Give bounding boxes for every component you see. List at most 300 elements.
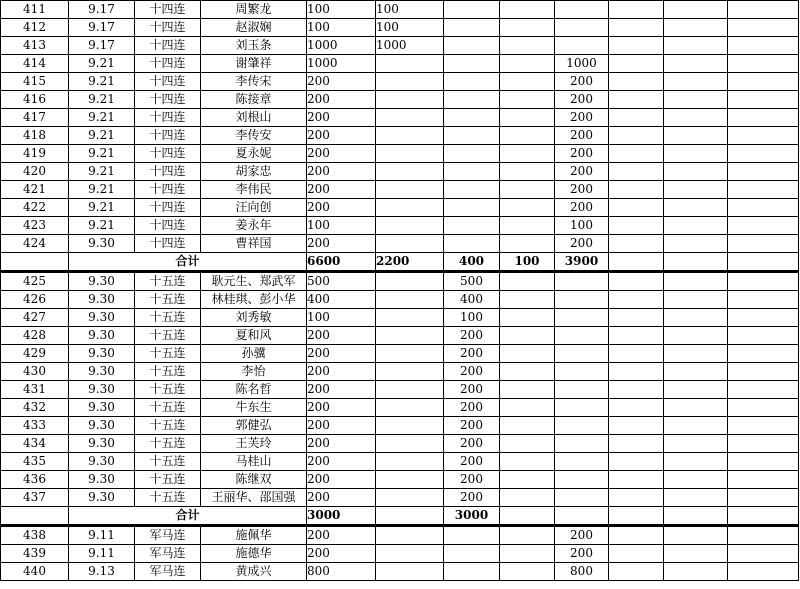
amount-col-5 <box>555 381 609 399</box>
amount-col-2 <box>376 545 444 563</box>
empty-cell <box>728 563 799 581</box>
entry-name: 陈名哲 <box>201 381 307 399</box>
ledger-row <box>1 363 799 381</box>
empty-cell <box>609 199 664 217</box>
amount-col-4 <box>500 399 555 417</box>
empty-cell <box>664 217 728 235</box>
amount-col-5 <box>555 1 609 19</box>
entry-date: 9.21 <box>69 55 135 73</box>
entry-date: 9.21 <box>69 127 135 145</box>
entry-date: 9.11 <box>69 545 135 563</box>
entry-date: 9.30 <box>69 471 135 489</box>
total-row <box>1 253 799 272</box>
amount-col-5: 200 <box>555 235 609 253</box>
empty-cell <box>664 471 728 489</box>
amount-col-3 <box>444 217 500 235</box>
empty-cell <box>728 453 799 471</box>
amount-col-2: 1000 <box>376 37 444 55</box>
amount-col-2 <box>376 73 444 91</box>
amount-col-1: 200 <box>307 109 376 127</box>
amount-col-4 <box>500 73 555 91</box>
amount-col-1: 200 <box>307 145 376 163</box>
amount-col-2: 100 <box>376 1 444 19</box>
amount-col-2 <box>376 145 444 163</box>
amount-col-4 <box>500 435 555 453</box>
entry-number: 433 <box>1 417 69 435</box>
amount-col-2 <box>376 109 444 127</box>
amount-col-3 <box>444 73 500 91</box>
empty-cell <box>609 217 664 235</box>
empty-cell <box>664 399 728 417</box>
empty-cell <box>664 109 728 127</box>
amount-col-1: 200 <box>307 163 376 181</box>
entry-unit: 十四连 <box>135 235 201 253</box>
ledger-row <box>1 73 799 91</box>
amount-col-3: 400 <box>444 291 500 309</box>
entry-name: 刘秀敏 <box>201 309 307 327</box>
amount-col-4 <box>500 309 555 327</box>
entry-name: 郭健弘 <box>201 417 307 435</box>
amount-col-3 <box>444 563 500 581</box>
empty-cell <box>728 181 799 199</box>
empty-cell <box>664 435 728 453</box>
entry-number: 434 <box>1 435 69 453</box>
empty-cell <box>609 73 664 91</box>
amount-col-1: 500 <box>307 272 376 291</box>
amount-col-3 <box>444 55 500 73</box>
empty-cell <box>664 199 728 217</box>
ledger-row <box>1 453 799 471</box>
amount-col-4 <box>500 345 555 363</box>
entry-name: 姜永年 <box>201 217 307 235</box>
empty-cell <box>664 235 728 253</box>
amount-col-5 <box>555 417 609 435</box>
entry-number: 411 <box>1 1 69 19</box>
empty-cell <box>664 507 728 526</box>
amount-col-2: 100 <box>376 19 444 37</box>
empty-cell <box>728 291 799 309</box>
entry-number: 419 <box>1 145 69 163</box>
amount-col-4 <box>500 291 555 309</box>
entry-number: 423 <box>1 217 69 235</box>
entry-unit: 十四连 <box>135 55 201 73</box>
ledger-row <box>1 526 799 545</box>
ledger-row <box>1 381 799 399</box>
amount-col-1: 200 <box>307 545 376 563</box>
amount-col-5 <box>555 272 609 291</box>
empty-cell <box>609 417 664 435</box>
amount-col-3 <box>444 1 500 19</box>
ledger-row <box>1 91 799 109</box>
entry-name: 陈继双 <box>201 471 307 489</box>
entry-number: 436 <box>1 471 69 489</box>
entry-date: 9.30 <box>69 309 135 327</box>
amount-col-4 <box>500 489 555 507</box>
amount-col-4 <box>500 199 555 217</box>
entry-date: 9.17 <box>69 1 135 19</box>
amount-col-5 <box>555 37 609 55</box>
amount-col-3 <box>444 235 500 253</box>
amount-col-2 <box>376 235 444 253</box>
empty-cell <box>609 291 664 309</box>
amount-col-1: 800 <box>307 563 376 581</box>
amount-col-4: 100 <box>500 253 555 272</box>
amount-col-5 <box>555 309 609 327</box>
entry-number: 435 <box>1 453 69 471</box>
amount-col-1: 200 <box>307 199 376 217</box>
entry-number: 440 <box>1 563 69 581</box>
amount-col-5: 200 <box>555 163 609 181</box>
empty-cell <box>609 309 664 327</box>
entry-unit: 十四连 <box>135 37 201 55</box>
empty-cell <box>609 435 664 453</box>
empty-cell <box>728 417 799 435</box>
empty-cell <box>609 181 664 199</box>
amount-col-5 <box>555 507 609 526</box>
amount-col-3: 400 <box>444 253 500 272</box>
total-blank <box>1 253 69 272</box>
entry-name: 李伟民 <box>201 181 307 199</box>
entry-number: 422 <box>1 199 69 217</box>
amount-col-4 <box>500 235 555 253</box>
empty-cell <box>728 399 799 417</box>
empty-cell <box>609 19 664 37</box>
entry-number: 438 <box>1 526 69 545</box>
entry-unit: 十四连 <box>135 127 201 145</box>
empty-cell <box>609 272 664 291</box>
empty-cell <box>609 563 664 581</box>
entry-name: 李传宋 <box>201 73 307 91</box>
amount-col-5: 200 <box>555 181 609 199</box>
entry-unit: 十四连 <box>135 91 201 109</box>
entry-number: 432 <box>1 399 69 417</box>
amount-col-2 <box>376 471 444 489</box>
entry-date: 9.21 <box>69 145 135 163</box>
entry-unit: 十五连 <box>135 471 201 489</box>
entry-unit: 十五连 <box>135 272 201 291</box>
ledger-row <box>1 327 799 345</box>
entry-date: 9.30 <box>69 272 135 291</box>
empty-cell <box>664 253 728 272</box>
entry-number: 439 <box>1 545 69 563</box>
empty-cell <box>728 272 799 291</box>
ledger-row <box>1 145 799 163</box>
entry-unit: 十四连 <box>135 109 201 127</box>
amount-col-4 <box>500 19 555 37</box>
empty-cell <box>664 181 728 199</box>
amount-col-5: 200 <box>555 526 609 545</box>
amount-col-3: 200 <box>444 453 500 471</box>
amount-col-1: 200 <box>307 417 376 435</box>
empty-cell <box>664 73 728 91</box>
total-label: 合计 <box>69 253 307 272</box>
empty-cell <box>728 163 799 181</box>
amount-col-1: 1000 <box>307 37 376 55</box>
amount-col-1: 200 <box>307 399 376 417</box>
amount-col-5: 200 <box>555 199 609 217</box>
amount-col-2 <box>376 309 444 327</box>
amount-col-5 <box>555 435 609 453</box>
amount-col-5: 800 <box>555 563 609 581</box>
entry-number: 424 <box>1 235 69 253</box>
entry-unit: 军马连 <box>135 545 201 563</box>
amount-col-2 <box>376 345 444 363</box>
amount-col-2 <box>376 291 444 309</box>
amount-col-2 <box>376 199 444 217</box>
amount-col-2 <box>376 181 444 199</box>
amount-col-1: 200 <box>307 235 376 253</box>
amount-col-5: 200 <box>555 91 609 109</box>
empty-cell <box>664 272 728 291</box>
entry-name: 王芙玲 <box>201 435 307 453</box>
amount-col-2 <box>376 563 444 581</box>
empty-cell <box>728 507 799 526</box>
ledger-row <box>1 309 799 327</box>
entry-name: 夏和风 <box>201 327 307 345</box>
empty-cell <box>609 109 664 127</box>
empty-cell <box>664 127 728 145</box>
ledger-row <box>1 471 799 489</box>
entry-number: 421 <box>1 181 69 199</box>
amount-col-1: 1000 <box>307 55 376 73</box>
empty-cell <box>609 545 664 563</box>
amount-col-3: 200 <box>444 489 500 507</box>
entry-name: 黄成兴 <box>201 563 307 581</box>
amount-col-4 <box>500 563 555 581</box>
entry-date: 9.30 <box>69 417 135 435</box>
amount-col-3 <box>444 37 500 55</box>
empty-cell <box>728 381 799 399</box>
amount-col-4 <box>500 91 555 109</box>
empty-cell <box>728 37 799 55</box>
empty-cell <box>664 145 728 163</box>
entry-name: 李传安 <box>201 127 307 145</box>
amount-col-1: 100 <box>307 19 376 37</box>
empty-cell <box>609 345 664 363</box>
ledger-row <box>1 235 799 253</box>
amount-col-2 <box>376 272 444 291</box>
empty-cell <box>728 73 799 91</box>
entry-date: 9.30 <box>69 291 135 309</box>
amount-col-3: 200 <box>444 399 500 417</box>
ledger-row <box>1 55 799 73</box>
amount-col-2 <box>376 417 444 435</box>
empty-cell <box>609 253 664 272</box>
entry-name: 王丽华、邵国强 <box>201 489 307 507</box>
empty-cell <box>728 91 799 109</box>
amount-col-2 <box>376 55 444 73</box>
entry-unit: 十四连 <box>135 19 201 37</box>
amount-col-5 <box>555 489 609 507</box>
entry-number: 431 <box>1 381 69 399</box>
empty-cell <box>609 55 664 73</box>
amount-col-2 <box>376 91 444 109</box>
entry-name: 刘玉条 <box>201 37 307 55</box>
entry-name: 牛东生 <box>201 399 307 417</box>
empty-cell <box>609 471 664 489</box>
entry-unit: 十五连 <box>135 417 201 435</box>
ledger-row <box>1 127 799 145</box>
empty-cell <box>728 363 799 381</box>
amount-col-1: 200 <box>307 381 376 399</box>
entry-unit: 军马连 <box>135 563 201 581</box>
ledger-row <box>1 19 799 37</box>
amount-col-1: 200 <box>307 471 376 489</box>
entry-number: 429 <box>1 345 69 363</box>
entry-number: 415 <box>1 73 69 91</box>
empty-cell <box>609 235 664 253</box>
empty-cell <box>728 19 799 37</box>
ledger-row <box>1 399 799 417</box>
amount-col-5 <box>555 327 609 345</box>
amount-col-1: 400 <box>307 291 376 309</box>
empty-cell <box>728 345 799 363</box>
amount-col-5: 100 <box>555 217 609 235</box>
entry-number: 425 <box>1 272 69 291</box>
entry-name: 夏永妮 <box>201 145 307 163</box>
entry-number: 413 <box>1 37 69 55</box>
amount-col-1: 200 <box>307 453 376 471</box>
amount-col-5: 200 <box>555 145 609 163</box>
empty-cell <box>664 489 728 507</box>
amount-col-3 <box>444 19 500 37</box>
entry-number: 412 <box>1 19 69 37</box>
amount-col-2 <box>376 363 444 381</box>
empty-cell <box>728 217 799 235</box>
entry-unit: 十五连 <box>135 453 201 471</box>
amount-col-4 <box>500 381 555 399</box>
amount-col-3 <box>444 91 500 109</box>
entry-unit: 十五连 <box>135 489 201 507</box>
empty-cell <box>664 163 728 181</box>
empty-cell <box>609 145 664 163</box>
empty-cell <box>664 381 728 399</box>
entry-date: 9.30 <box>69 381 135 399</box>
entry-unit: 十五连 <box>135 381 201 399</box>
total-row <box>1 507 799 526</box>
empty-cell <box>664 1 728 19</box>
ledger-row <box>1 291 799 309</box>
entry-unit: 十五连 <box>135 363 201 381</box>
amount-col-3: 200 <box>444 381 500 399</box>
ledger-row <box>1 435 799 453</box>
amount-col-4 <box>500 181 555 199</box>
amount-col-2 <box>376 127 444 145</box>
empty-cell <box>609 507 664 526</box>
ledger-row <box>1 272 799 291</box>
entry-number: 420 <box>1 163 69 181</box>
entry-name: 施佩华 <box>201 526 307 545</box>
entry-date: 9.11 <box>69 526 135 545</box>
entry-date: 9.21 <box>69 109 135 127</box>
amount-col-5 <box>555 291 609 309</box>
amount-col-3: 200 <box>444 327 500 345</box>
amount-col-1: 100 <box>307 309 376 327</box>
amount-col-4 <box>500 507 555 526</box>
empty-cell <box>728 327 799 345</box>
entry-date: 9.30 <box>69 327 135 345</box>
entry-name: 李怡 <box>201 363 307 381</box>
amount-col-2 <box>376 399 444 417</box>
entry-name: 汪向创 <box>201 199 307 217</box>
amount-col-2 <box>376 163 444 181</box>
entry-number: 427 <box>1 309 69 327</box>
entry-unit: 十四连 <box>135 181 201 199</box>
empty-cell <box>664 19 728 37</box>
ledger-row <box>1 563 799 581</box>
entry-name: 刘根山 <box>201 109 307 127</box>
entry-unit: 十五连 <box>135 399 201 417</box>
amount-col-1: 100 <box>307 1 376 19</box>
total-blank <box>1 507 69 526</box>
empty-cell <box>728 109 799 127</box>
amount-col-1: 200 <box>307 327 376 345</box>
empty-cell <box>728 145 799 163</box>
amount-col-1: 200 <box>307 435 376 453</box>
amount-col-4 <box>500 127 555 145</box>
entry-name: 赵淑娴 <box>201 19 307 37</box>
empty-cell <box>609 37 664 55</box>
empty-cell <box>609 327 664 345</box>
empty-cell <box>664 291 728 309</box>
entry-date: 9.13 <box>69 563 135 581</box>
amount-col-3 <box>444 127 500 145</box>
entry-date: 9.17 <box>69 19 135 37</box>
amount-col-3 <box>444 145 500 163</box>
empty-cell <box>609 127 664 145</box>
entry-number: 437 <box>1 489 69 507</box>
empty-cell <box>609 363 664 381</box>
amount-col-5 <box>555 453 609 471</box>
ledger-row <box>1 199 799 217</box>
entry-name: 林桂琪、彭小华 <box>201 291 307 309</box>
amount-col-3: 3000 <box>444 507 500 526</box>
empty-cell <box>609 163 664 181</box>
ledger-row <box>1 109 799 127</box>
empty-cell <box>609 489 664 507</box>
amount-col-2 <box>376 435 444 453</box>
empty-cell <box>664 37 728 55</box>
entry-date: 9.30 <box>69 345 135 363</box>
entry-unit: 十四连 <box>135 73 201 91</box>
amount-col-5 <box>555 345 609 363</box>
empty-cell <box>609 453 664 471</box>
amount-col-5 <box>555 399 609 417</box>
amount-col-5: 200 <box>555 127 609 145</box>
entry-date: 9.21 <box>69 91 135 109</box>
amount-col-5 <box>555 471 609 489</box>
amount-col-3: 500 <box>444 272 500 291</box>
ledger-row <box>1 1 799 19</box>
empty-cell <box>664 363 728 381</box>
entry-name: 谢肇祥 <box>201 55 307 73</box>
empty-cell <box>728 253 799 272</box>
empty-cell <box>609 526 664 545</box>
amount-col-4 <box>500 272 555 291</box>
entry-unit: 十四连 <box>135 1 201 19</box>
amount-col-1: 200 <box>307 91 376 109</box>
amount-col-2 <box>376 507 444 526</box>
ledger-row <box>1 37 799 55</box>
amount-col-1: 6600 <box>307 253 376 272</box>
ledger-row <box>1 181 799 199</box>
amount-col-2 <box>376 381 444 399</box>
amount-col-4 <box>500 526 555 545</box>
entry-number: 430 <box>1 363 69 381</box>
empty-cell <box>728 199 799 217</box>
empty-cell <box>728 309 799 327</box>
empty-cell <box>728 435 799 453</box>
